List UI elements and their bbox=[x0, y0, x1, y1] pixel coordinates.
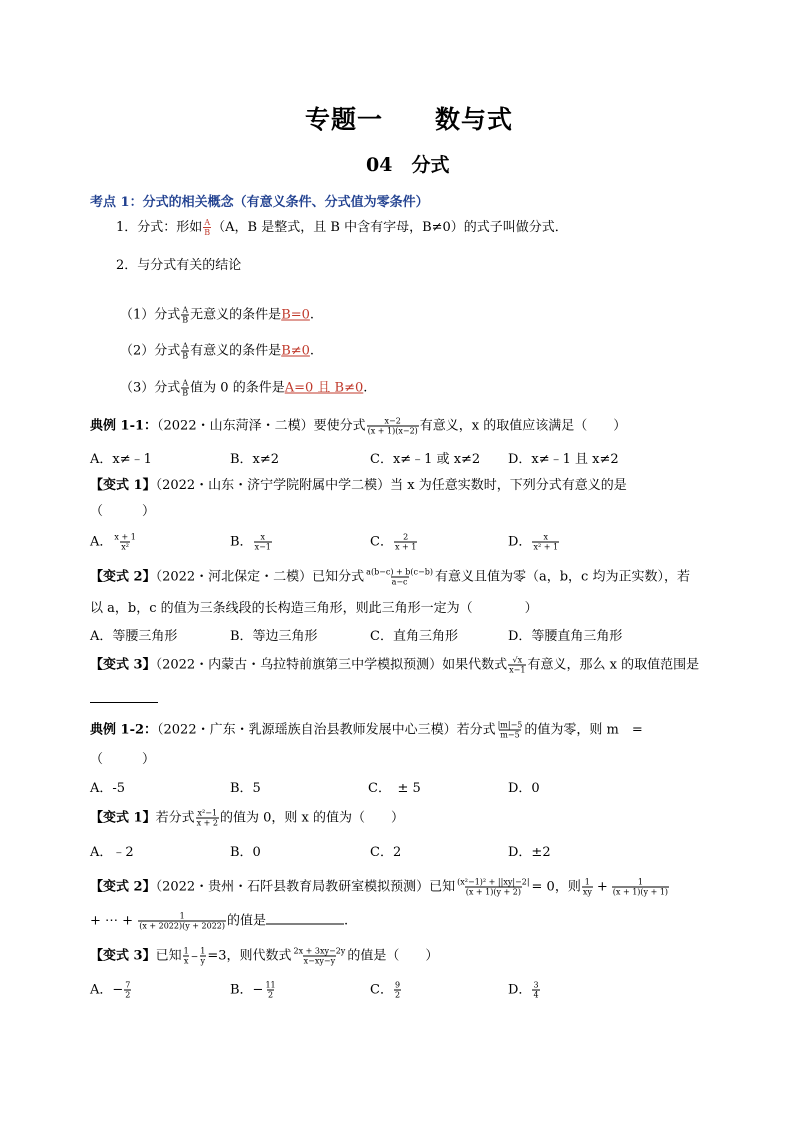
option-fraction bbox=[532, 533, 559, 552]
option-fraction bbox=[532, 981, 539, 1000]
denominator: (x + 1)(x−2) bbox=[367, 426, 418, 436]
denominator: B bbox=[182, 351, 189, 361]
option-label: B．− bbox=[230, 982, 264, 998]
variant-label: 【变式 2】 bbox=[90, 879, 156, 895]
option-d: D．0 bbox=[508, 781, 540, 796]
conclusion-text: （3）分式 bbox=[120, 380, 181, 396]
conclusion-text: 无意义的条件是 bbox=[190, 307, 282, 323]
denominator: xy bbox=[582, 887, 592, 897]
question-text: （2022・贵州・石阡县教育局教研室模拟预测）已知 bbox=[155, 879, 456, 895]
numerator: A bbox=[204, 218, 211, 227]
question-text: 的值为零，则 m = bbox=[524, 722, 643, 738]
option-fraction bbox=[394, 981, 401, 1000]
denominator: 4 bbox=[533, 990, 539, 1000]
conclusion-3 bbox=[120, 377, 367, 398]
numerator: A bbox=[182, 305, 189, 315]
question-fraction bbox=[293, 947, 347, 966]
numerator: 2 bbox=[403, 532, 409, 542]
variant-2-b-line2 bbox=[90, 910, 348, 931]
minus-sign: − bbox=[190, 952, 199, 963]
conclusion-text: 有意义的条件是 bbox=[190, 343, 282, 359]
conclusion-text: （2）分式 bbox=[120, 343, 181, 359]
option-c: C．2 bbox=[370, 845, 402, 860]
answer-blank[interactable] bbox=[90, 690, 158, 703]
option-label: A．− bbox=[90, 982, 124, 998]
definition-text: 1．分式：形如 bbox=[116, 220, 203, 235]
denominator: B bbox=[204, 228, 211, 237]
option-fraction bbox=[124, 981, 131, 1000]
numerator: (x²−1)² + ||xy|−2| bbox=[457, 877, 530, 887]
numerator: x bbox=[260, 532, 265, 542]
denominator: (x + 1)(y + 1) bbox=[612, 887, 669, 897]
option-b bbox=[230, 979, 278, 1000]
definition-text: （A，B 是整式，且 B 中含有字母，B≠0）的式子叫做分式． bbox=[212, 220, 568, 235]
answer-blank[interactable] bbox=[266, 912, 344, 925]
numerator: √x bbox=[512, 655, 523, 665]
denominator: 2 bbox=[394, 990, 401, 1000]
option-d bbox=[508, 979, 541, 1000]
option-c: C． ± 5 bbox=[368, 781, 421, 796]
denominator: (x + 1)(y + 2) bbox=[465, 887, 521, 897]
period: . bbox=[309, 307, 315, 323]
question-fraction bbox=[196, 809, 219, 828]
question-text: （2022・山东・济宁学院附属中学二模）当 x 为任意实数时，下列分式有意义的是 bbox=[155, 478, 627, 493]
option-c bbox=[370, 979, 402, 1000]
option-label: A． bbox=[90, 534, 113, 550]
numerator: 9 bbox=[394, 980, 401, 990]
option-fraction bbox=[264, 981, 276, 1000]
question-text: （2022・广东・乳源瑶族自治县教师发展中心三模）若分式 bbox=[157, 722, 496, 738]
variant-2 bbox=[90, 566, 690, 587]
numerator: 3 bbox=[533, 980, 539, 990]
question-text: （2022・山东菏泽・二模）要使分式 bbox=[157, 418, 366, 434]
numerator: a(b−c) + b(c−b) bbox=[366, 567, 433, 577]
conclusion-2 bbox=[120, 340, 314, 361]
option-fraction bbox=[394, 533, 417, 552]
variant-label: 【变式 2】 bbox=[90, 569, 156, 585]
example-label: 典例 1-2： bbox=[90, 722, 158, 738]
variant-2-b bbox=[90, 876, 670, 897]
question-text: 的值为 0，则 x 的值为（ ） bbox=[219, 810, 404, 826]
option-b: B．x≠2 bbox=[230, 452, 280, 467]
example-label: 典例 1-1： bbox=[90, 418, 158, 434]
option-label: D． bbox=[508, 534, 532, 550]
denominator: m−5 bbox=[500, 730, 520, 740]
numerator: 1 bbox=[183, 946, 189, 956]
question-text: 的值是（ ） bbox=[347, 948, 439, 964]
numerator: A bbox=[182, 378, 189, 388]
question-text: 已知 bbox=[155, 948, 182, 964]
plus-sign: + bbox=[596, 879, 608, 895]
example-1-2 bbox=[90, 719, 643, 740]
option-fraction bbox=[254, 533, 272, 552]
numerator: 2x + 3xy−2y bbox=[293, 946, 346, 956]
variant-label: 【变式 3】 bbox=[90, 948, 156, 964]
fraction-a-over-b bbox=[181, 379, 189, 398]
question-text: 有意义且值为零（a，b，c 均为正实数），若 bbox=[434, 569, 690, 585]
sum-term-last bbox=[138, 912, 226, 931]
option-b: B．0 bbox=[230, 845, 261, 860]
question-fraction bbox=[456, 878, 530, 897]
denominator: B bbox=[182, 315, 189, 325]
numerator: |m|−5 bbox=[497, 720, 523, 730]
question-text: 若分式 bbox=[155, 810, 195, 826]
conclusion-heading: 2．与分式有关的结论 bbox=[116, 258, 242, 273]
denominator: x−xy−y bbox=[303, 956, 336, 966]
fraction-a-over-b bbox=[181, 342, 189, 361]
page-title: 专题一 数与式 bbox=[305, 105, 514, 134]
question-text: 的值是 bbox=[227, 913, 267, 929]
denominator: 2 bbox=[125, 990, 131, 1000]
numerator: 1 bbox=[637, 877, 643, 887]
question-text: （2022・内蒙古・乌拉特前旗第三中学模拟预测）如果代数式 bbox=[155, 657, 508, 673]
numerator: 1 bbox=[200, 946, 206, 956]
question-fraction bbox=[508, 656, 526, 675]
question-fraction bbox=[497, 721, 524, 740]
option-a: A．x≠﹣1 bbox=[90, 452, 152, 467]
numerator: x²−1 bbox=[197, 808, 218, 818]
question-text: （2022・河北保定・二模）已知分式 bbox=[155, 569, 365, 585]
denominator: x² + 1 bbox=[533, 542, 559, 552]
option-label: C． bbox=[370, 534, 393, 550]
option-label: B． bbox=[230, 534, 253, 550]
option-label: D． bbox=[508, 982, 532, 998]
conclusion-answer: A=0 且 B≠0 bbox=[284, 380, 364, 396]
numerator: x bbox=[543, 532, 548, 542]
option-c: C．直角三角形 bbox=[370, 629, 458, 644]
option-c bbox=[370, 531, 418, 552]
numerator: 11 bbox=[265, 980, 276, 990]
numerator: A bbox=[182, 341, 189, 351]
variant-3 bbox=[90, 654, 699, 675]
variant-1 bbox=[90, 474, 627, 493]
numerator: x + 1 bbox=[114, 532, 136, 542]
fraction-a-over-b bbox=[181, 306, 189, 325]
option-d bbox=[508, 531, 560, 552]
denominator: a−c bbox=[391, 577, 408, 587]
denominator: 2 bbox=[268, 990, 274, 1000]
denominator: (x + 2022)(y + 2022) bbox=[139, 921, 226, 931]
conclusion-1 bbox=[120, 304, 314, 325]
option-d: D．±2 bbox=[508, 845, 551, 860]
question-text: = 0，则 bbox=[531, 879, 581, 895]
variant-label: 【变式 3】 bbox=[90, 657, 156, 673]
denominator: x bbox=[183, 956, 189, 966]
key-point-heading: 考点 1：分式的相关概念（有意义条件、分式值为零条件） bbox=[90, 195, 429, 210]
variant-label: 【变式 1】 bbox=[90, 478, 156, 493]
fraction-1-over-y bbox=[199, 947, 206, 966]
numerator: 1 bbox=[584, 877, 590, 887]
question-text: 有意义，x 的取值应该满足（ ） bbox=[419, 418, 627, 434]
sum-term-2 bbox=[612, 878, 669, 897]
question-fraction bbox=[365, 568, 434, 587]
option-b bbox=[230, 531, 273, 552]
option-a: A．﹣2 bbox=[90, 845, 134, 860]
conclusion-text: （1）分式 bbox=[120, 307, 181, 323]
variant-label: 【变式 1】 bbox=[90, 810, 156, 826]
denominator: x² bbox=[121, 542, 129, 552]
answer-paren: （ ） bbox=[90, 504, 156, 519]
numerator: x−2 bbox=[384, 416, 401, 426]
period: . bbox=[309, 343, 315, 359]
denominator: x + 1 bbox=[394, 542, 417, 552]
option-a bbox=[90, 979, 132, 1000]
denominator: B bbox=[182, 388, 189, 398]
option-d: D．等腰直角三角形 bbox=[508, 629, 623, 644]
period: . bbox=[344, 913, 349, 929]
option-d: D．x≠﹣1 且 x≠2 bbox=[508, 452, 619, 467]
conclusion-text: 值为 0 的条件是 bbox=[190, 380, 285, 396]
option-fraction bbox=[113, 533, 136, 552]
definition-line bbox=[116, 216, 568, 237]
question-text: 有意义，那么 x 的取值范围是 bbox=[527, 657, 700, 673]
option-a: A．等腰三角形 bbox=[90, 629, 178, 644]
conclusion-answer: B≠0 bbox=[281, 343, 310, 359]
sum-term-1 bbox=[582, 878, 593, 897]
example-1-1 bbox=[90, 415, 626, 436]
answer-paren: （ ） bbox=[90, 752, 156, 767]
variant-3-b bbox=[90, 945, 438, 966]
question-fraction bbox=[367, 417, 419, 436]
denominator: y bbox=[200, 956, 206, 966]
fraction-1-over-x bbox=[183, 947, 190, 966]
denominator: x−1 bbox=[509, 665, 526, 675]
numerator: 7 bbox=[125, 980, 131, 990]
conclusion-answer: B=0 bbox=[281, 307, 310, 323]
denominator: x−1 bbox=[254, 542, 271, 552]
fraction-a-over-b bbox=[203, 218, 211, 237]
question-text: =3，则代数式 bbox=[207, 948, 292, 964]
option-a bbox=[90, 531, 138, 552]
period: . bbox=[363, 380, 368, 396]
option-b: B．5 bbox=[230, 781, 261, 796]
denominator: x + 2 bbox=[196, 818, 218, 828]
question-text: + ⋯ + bbox=[90, 913, 134, 929]
option-c: C．x≠﹣1 或 x≠2 bbox=[370, 452, 481, 467]
variant-1-b bbox=[90, 807, 404, 828]
option-label: C． bbox=[370, 982, 393, 998]
variant-2-line2: 以 a，b，c 的值为三条线段的长构造三角形，则此三角形一定为（ ） bbox=[90, 601, 538, 616]
option-b: B．等边三角形 bbox=[230, 629, 318, 644]
option-a: A．-5 bbox=[90, 781, 126, 796]
section-subtitle: 04 分式 bbox=[366, 154, 450, 176]
numerator: 1 bbox=[179, 911, 185, 921]
